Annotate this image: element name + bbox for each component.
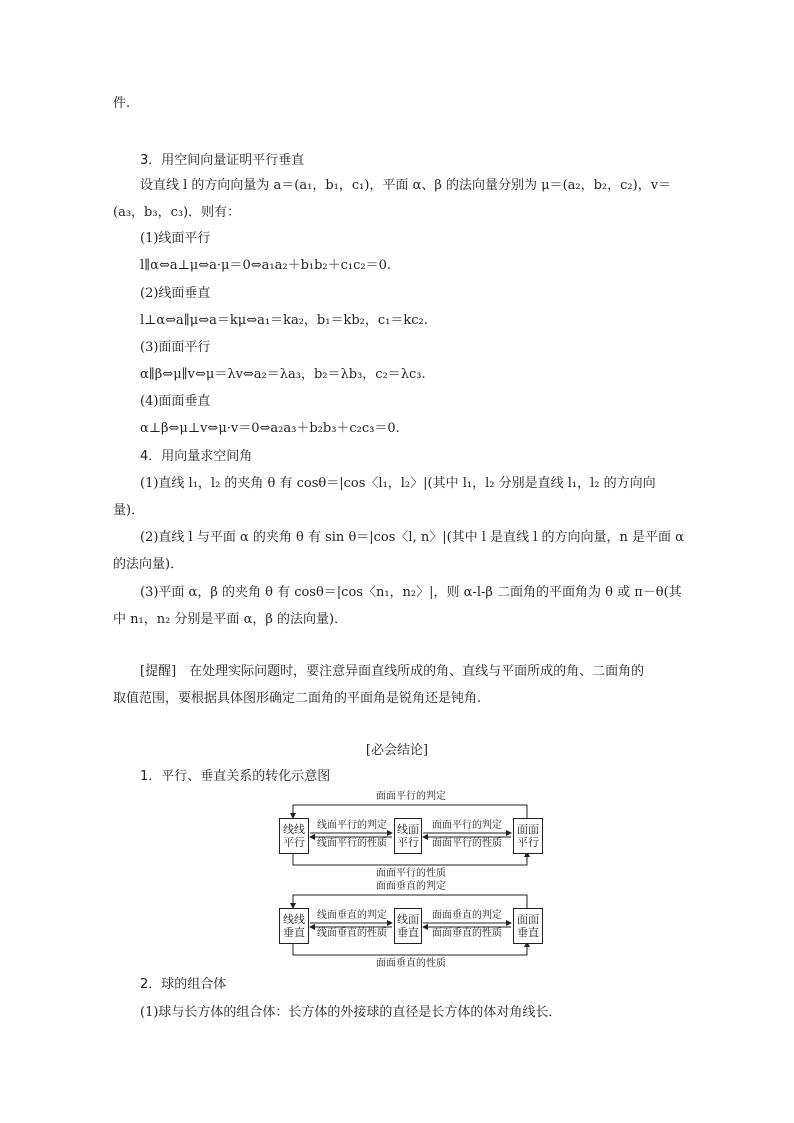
box-label-line-2: 平行 bbox=[283, 836, 305, 849]
perpendicular-box-line-line bbox=[279, 908, 309, 944]
parallel-bottom-label: 面面平行的性质 bbox=[376, 868, 446, 879]
item-2-formula: l⊥α⇔a∥μ⇔a＝kμ⇔a₁＝ka₂，b₁＝kb₂，c₁＝kc₂. bbox=[140, 313, 428, 328]
box-label-line-2: 垂直 bbox=[517, 926, 539, 939]
conclusion-title: [必会结论] bbox=[365, 743, 429, 758]
perpendicular-left-bottom-label: 线面垂直的性质 bbox=[317, 928, 387, 939]
box-label-line-1: 面面 bbox=[517, 913, 539, 926]
box-label-line-1: 线线 bbox=[283, 913, 305, 926]
section-3-title: 3．用空间向量证明平行垂直 bbox=[140, 153, 305, 168]
box-label-line-1: 线面 bbox=[397, 913, 419, 926]
perpendicular-bottom-label: 面面垂直的性质 bbox=[376, 958, 446, 969]
item-2-title: (2)线面垂直 bbox=[140, 286, 211, 301]
parallel-left-bottom-label: 线面平行的性质 bbox=[317, 838, 387, 849]
box-label-line-1: 面面 bbox=[517, 823, 539, 836]
box-label-line-1: 线线 bbox=[283, 823, 305, 836]
angle-1-line-1: (1)直线 l₁，l₂ 的夹角 θ 有 cosθ＝|cos〈l₁，l₂〉|(其中 l₁，l₂ 分别是直线 l₁，l₂ 的方向向 bbox=[140, 476, 656, 491]
section-3-intro-line-1: 设直线 l 的方向向量为 a＝(a₁，b₁，c₁)，平面 α、β 的法向量分别为 μ＝(a₂，b₂，c₂)，v＝ bbox=[140, 178, 672, 193]
conclusion-2-title: 2．球的组合体 bbox=[140, 977, 227, 992]
item-3-title: (3)面面平行 bbox=[140, 340, 211, 355]
section-3-intro-line-2: (a₃，b₃，c₃)．则有： bbox=[113, 205, 241, 220]
parallel-relation-diagram bbox=[279, 791, 543, 879]
perpendicular-relation-diagram bbox=[279, 881, 543, 969]
angle-2-line-1: (2)直线 l 与平面 α 的夹角 θ 有 sin θ＝|cos〈l, n〉|(其中 l 是直线 l 的方向向量，n 是平面 α bbox=[140, 530, 684, 545]
continuation-text: 件. bbox=[113, 96, 131, 111]
parallel-right-top-label: 面面平行的判定 bbox=[432, 820, 502, 831]
perpendicular-right-bottom-label: 面面垂直的性质 bbox=[432, 928, 502, 939]
item-4-formula: α⊥β⇔μ⊥v⇔μ·v＝0⇔a₂a₃＋b₂b₃＋c₂c₃＝0. bbox=[140, 421, 400, 436]
parallel-right-bottom-label: 面面平行的性质 bbox=[432, 838, 502, 849]
item-1-title: (1)线面平行 bbox=[140, 231, 211, 246]
section-4-title: 4．用向量求空间角 bbox=[140, 449, 253, 464]
parallel-box-line-plane bbox=[394, 818, 422, 854]
box-label-line-1: 线面 bbox=[397, 823, 419, 836]
conclusion-1-title: 1．平行、垂直关系的转化示意图 bbox=[140, 769, 331, 784]
perpendicular-left-top-label: 线面垂直的判定 bbox=[317, 910, 387, 921]
angle-2-line-2: 的法向量)． bbox=[113, 557, 184, 572]
angle-3-line-1: (3)平面 α，β 的夹角 θ 有 cosθ＝|cos〈n₁，n₂〉|，则 α-l-β 二面角的平面角为 θ 或 π－θ(其 bbox=[140, 585, 682, 600]
tip-line-2: 取值范围，要根据具体图形确定二面角的平面角是锐角还是钝角. bbox=[113, 691, 482, 706]
tip-line-1: [提醒] 在处理实际问题时，要注意异面直线所成的角、直线与平面所成的角、二面角的 bbox=[140, 664, 645, 679]
angle-1-line-2: 量)． bbox=[113, 503, 145, 518]
parallel-box-plane-plane bbox=[513, 818, 543, 854]
item-3-formula: α∥β⇔μ∥v⇔μ＝λv⇔a₂＝λa₃，b₂＝λb₃，c₂＝λc₃. bbox=[140, 367, 426, 382]
conclusion-2-body: (1)球与长方体的组合体：长方体的外接球的直径是长方体的体对角线长． bbox=[140, 1005, 562, 1020]
box-label-line-2: 垂直 bbox=[283, 926, 305, 939]
box-label-line-2: 平行 bbox=[517, 836, 539, 849]
box-label-line-2: 垂直 bbox=[397, 926, 419, 939]
item-1-formula: l∥α⇔a⊥μ⇔a·μ＝0⇔a₁a₂＋b₁b₂＋c₁c₂＝0. bbox=[140, 258, 392, 273]
parallel-left-top-label: 线面平行的判定 bbox=[317, 820, 387, 831]
perpendicular-right-top-label: 面面垂直的判定 bbox=[432, 910, 502, 921]
angle-3-line-2: 中 n₁，n₂ 分别是平面 α，β 的法向量)． bbox=[113, 612, 348, 627]
parallel-box-line-line bbox=[279, 818, 309, 854]
perpendicular-box-line-plane bbox=[394, 908, 422, 944]
item-4-title: (4)面面垂直 bbox=[140, 394, 211, 409]
parallel-top-label: 面面平行的判定 bbox=[376, 791, 446, 802]
perpendicular-box-plane-plane bbox=[513, 908, 543, 944]
perpendicular-top-label: 面面垂直的判定 bbox=[376, 881, 446, 892]
box-label-line-2: 平行 bbox=[397, 836, 419, 849]
